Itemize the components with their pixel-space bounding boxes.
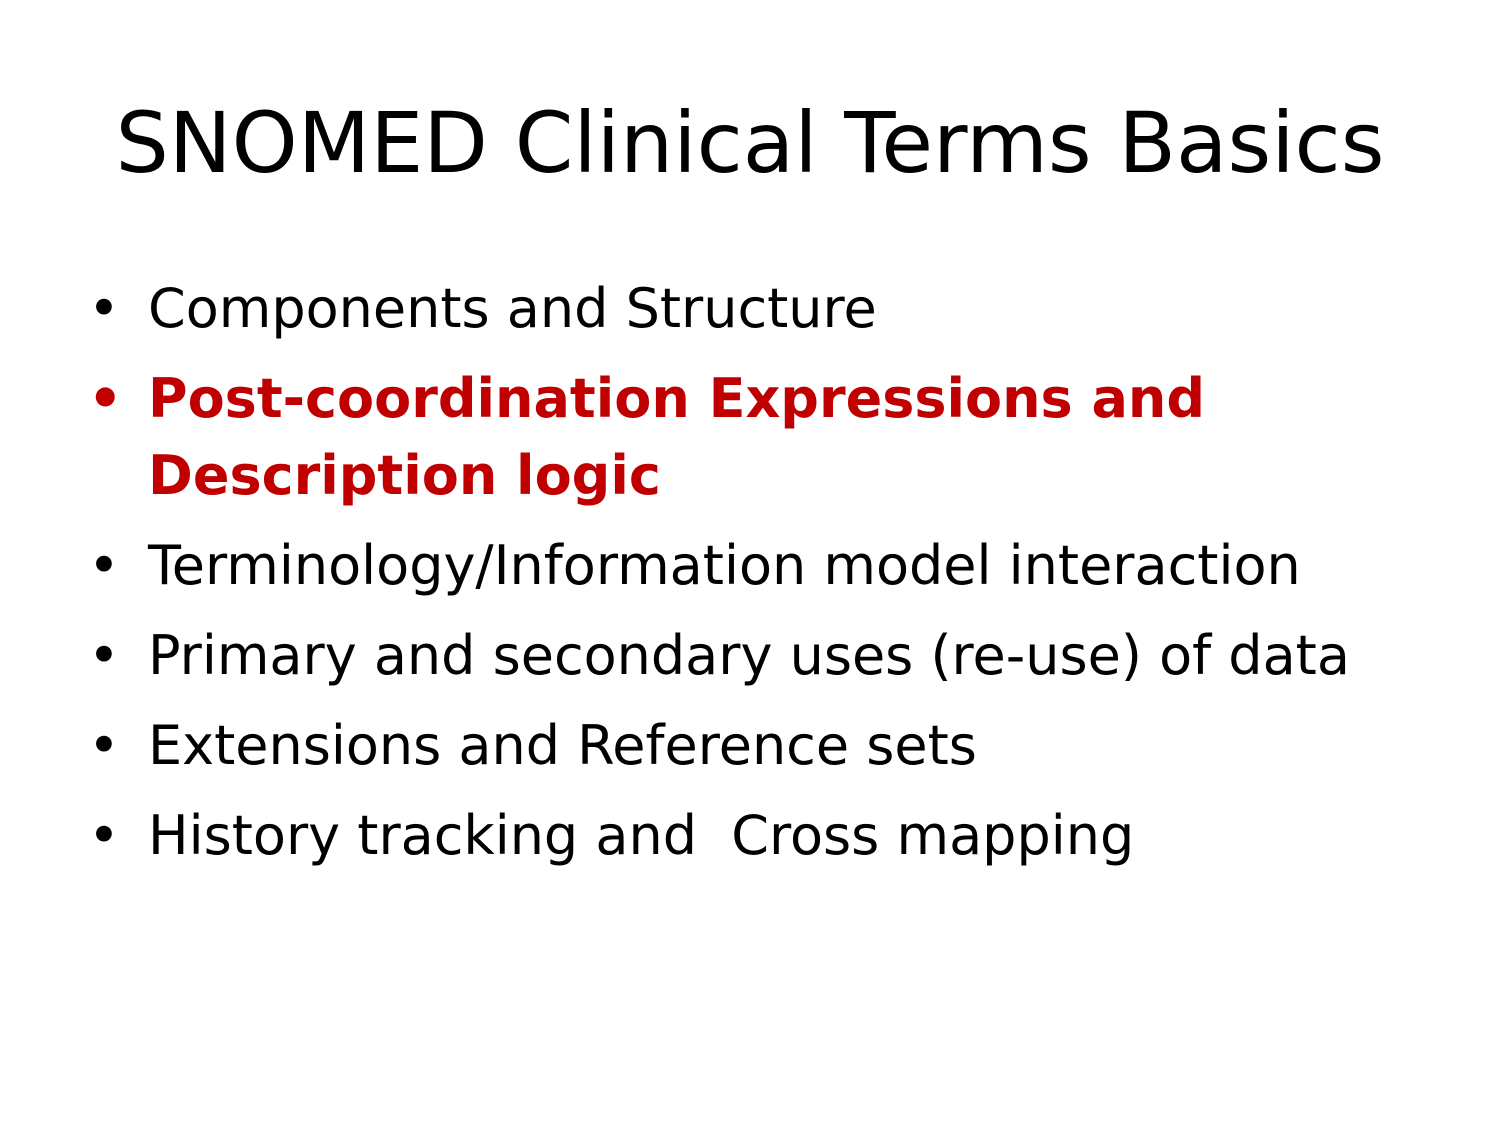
bullet-text: Terminology/Information model interaction [148,534,1301,597]
bullet-text-line-1: Post-coordination Expressions and [148,367,1206,430]
bullet-item-extensions [86,707,1476,784]
bullet-item-components [86,270,1476,347]
bullet-icon: • [88,277,120,340]
bullet-icon: • [88,534,120,597]
bullet-text: History tracking and Cross mapping [148,804,1135,867]
bullet-item-history [86,797,1476,874]
bullet-item-uses [86,617,1476,694]
bullet-text: Components and Structure [148,277,877,340]
bullet-list [86,270,1476,887]
bullet-icon: • [88,624,120,687]
bullet-icon: • [88,714,120,777]
bullet-text: Extensions and Reference sets [148,714,977,777]
bullet-item-post-coordination [86,360,1476,514]
bullet-icon: • [88,804,120,867]
slide-title: SNOMED Clinical Terms Basics [115,94,1385,192]
bullet-text: Primary and secondary uses (re-use) of data [148,624,1350,687]
bullet-text-line-2: Description logic [148,444,661,507]
bullet-item-terminology [86,527,1476,604]
bullet-icon: • [88,367,123,430]
